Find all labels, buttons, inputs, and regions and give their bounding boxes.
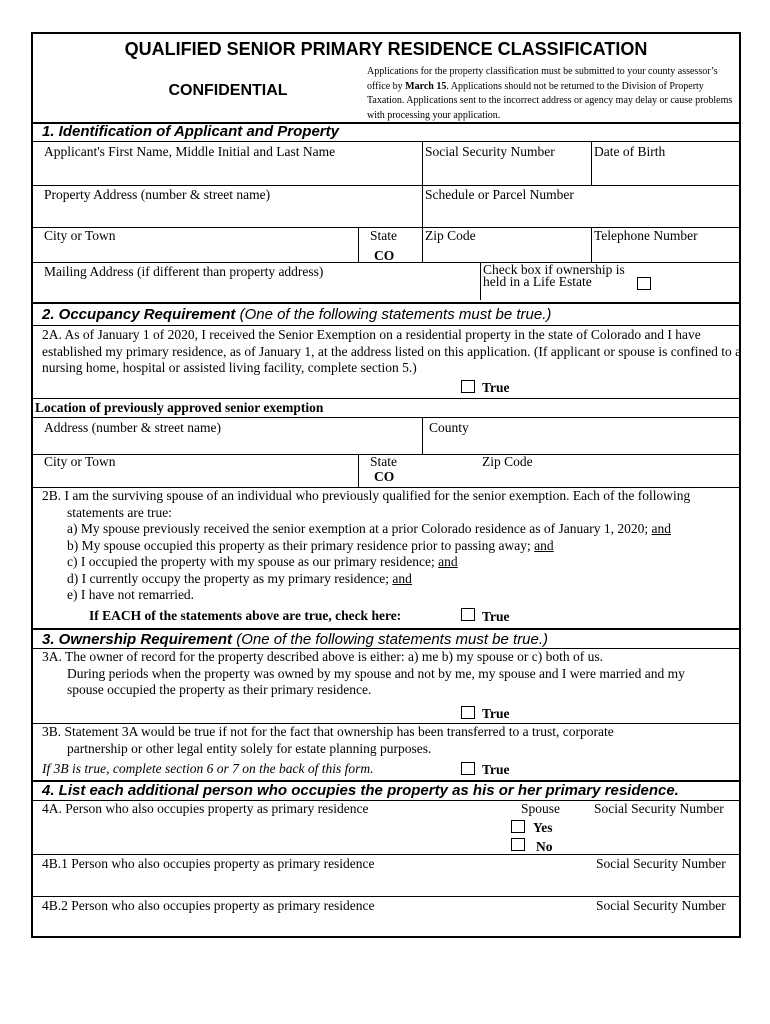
prev-location-heading: Location of previously approved senior exemption [35, 400, 324, 415]
person-4b2-field[interactable]: 4B.2 Person who also occupies property as primary residence [42, 898, 375, 913]
state-label: State [370, 228, 397, 243]
form-title: QUALIFIED SENIOR PRIMARY RESIDENCE CLASSIFICATION [124, 39, 648, 59]
prev-zip-field[interactable]: Zip Code [482, 454, 533, 469]
item-a: a) My spouse previously received the senior exemption at a prior Colorado residence as of January 1, 2020; and [67, 521, 671, 536]
ssn-field[interactable]: Social Security Number [425, 144, 555, 159]
item-e: e) I have not remarried. [67, 587, 195, 602]
person-4b1-field[interactable]: 4B.1 Person who also occupies property as primary residence [42, 856, 375, 871]
mailing-address-field[interactable]: Mailing Address (if different than property address) [44, 264, 324, 279]
statement-2a-true-label: True [482, 380, 510, 395]
statement-3a: 3A. The owner of record for the property described above is either: a) me b) my spouse or c) both of us. During periods when the property was owned by my spouse and not by me, my spouse and I were married and my spouse occupied the property as their primary residence. [42, 649, 685, 697]
ssn-4b1-field[interactable]: Social Security Number [596, 856, 726, 871]
section1-heading: 1. Identification of Applicant and Property [42, 123, 339, 140]
life-estate-label: Check box if ownership is held in a Life Estate [483, 262, 625, 289]
spouse-yes-label: Yes [533, 820, 553, 835]
ssn-4b2-field[interactable]: Social Security Number [596, 898, 726, 913]
spouse-no-checkbox[interactable] [511, 838, 525, 851]
statement-3a-checkbox[interactable] [461, 706, 475, 719]
statement-3b: 3B. Statement 3A would be true if not for the fact that ownership has been transferred to a trust, corporate partnership or other legal entity solely for estate planning purposes. [42, 724, 614, 756]
check-here-label: If EACH of the statements above are true, check here: [89, 608, 402, 623]
spouse-yes-checkbox[interactable] [511, 820, 525, 833]
confidential-label: CONFIDENTIAL [168, 82, 288, 99]
statement-2b: 2B. I am the surviving spouse of an individual who previously qualified for the senior exemption. Each of the following statements are true: a) My spouse previously received the senior exemption at a prior Colorado residence as of January 1, 2020; and b) My spouse occupied this property as their primary residence prior to passing away; and c) I occupied the property with my spouse as our primary residence; and d) I currently occupy the property as my primary residence; and e) I have not remarried. [42, 488, 742, 604]
section3-heading: 3. Ownership Requirement (One of the following statements must be true.) [42, 631, 549, 648]
submission-notice: Applications for the property classification must be submitted to your county assessor’s office by March 15. Applications should not be returned to the Division of Property Taxation. Applications sent to the incorrect address or agency may delay or cause problems with processing your application. [367, 66, 733, 121]
applicant-name-field[interactable]: Applicant's First Name, Middle Initial and Last Name [44, 144, 336, 159]
prev-city-field[interactable]: City or Town [44, 454, 116, 469]
statement-2a-checkbox[interactable] [461, 380, 475, 393]
prev-state-value: CO [374, 469, 395, 484]
statement-3b-true-label: True [482, 762, 510, 777]
statement-3a-true-label: True [482, 706, 510, 721]
section2-heading: 2. Occupancy Requirement (One of the following statements must be true.) [42, 306, 552, 323]
life-estate-checkbox[interactable] [637, 277, 651, 290]
parcel-number-field[interactable]: Schedule or Parcel Number [425, 187, 574, 202]
statement-3b-checkbox[interactable] [461, 762, 475, 775]
city-field[interactable]: City or Town [44, 228, 116, 243]
prev-state-label: State [370, 454, 397, 469]
zip-field[interactable]: Zip Code [425, 228, 476, 243]
prev-address-field[interactable]: Address (number & street name) [44, 420, 221, 435]
notice-deadline: March 15 [405, 80, 447, 92]
statement-2b-true-label: True [482, 609, 510, 624]
person-4a-field[interactable]: 4A. Person who also occupies property as primary residence [42, 801, 369, 816]
section4-heading: 4. List each additional person who occupies the property as his or her primary residence. [42, 782, 679, 799]
item-b: b) My spouse occupied this property as their primary residence prior to passing away; and [67, 537, 554, 553]
item-d: d) I currently occupy the property as my primary residence; and [67, 570, 412, 586]
ssn-4a-field[interactable]: Social Security Number [594, 801, 724, 816]
property-address-field[interactable]: Property Address (number & street name) [44, 187, 271, 202]
statement-2a: 2A. As of January 1 of 2020, I received the Senior Exemption on a residential property in the state of Colorado and I have established my primary residence, as of January 1, at the address listed on this application. (If applicant or spouse is confined to a nursing home, hospital or assisted living facility, complete section 5.) [42, 327, 742, 375]
statement-2b-checkbox[interactable] [461, 608, 475, 621]
item-c: c) I occupied the property with my spouse as our primary residence; and [67, 554, 458, 569]
dob-field[interactable]: Date of Birth [594, 144, 666, 159]
prev-county-field[interactable]: County [429, 420, 469, 435]
telephone-field[interactable]: Telephone Number [594, 228, 698, 243]
spouse-label: Spouse [521, 801, 561, 816]
senior-classification-form [31, 32, 741, 938]
state-value: CO [374, 248, 395, 263]
statement-3b-note: If 3B is true, complete section 6 or 7 on the back of this form. [42, 761, 374, 776]
spouse-no-label: No [536, 839, 553, 854]
